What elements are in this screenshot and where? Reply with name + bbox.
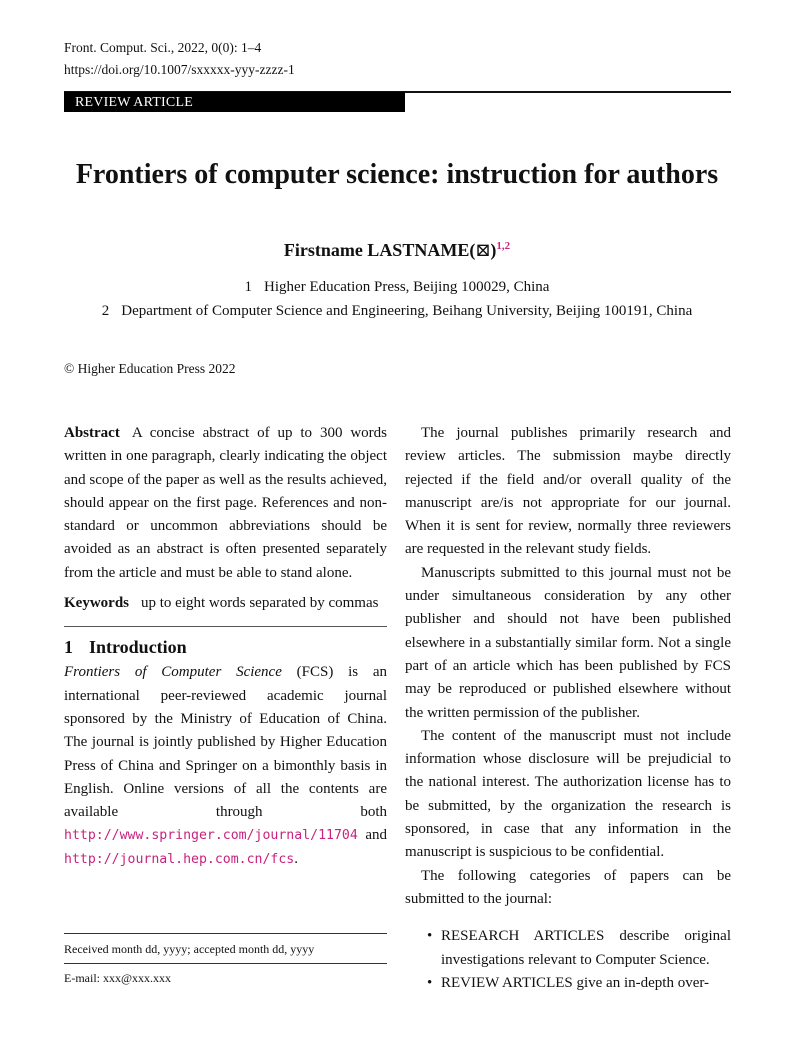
footnote-rule: [64, 933, 387, 934]
received-note: Received month dd, yyyy; accepted month dd, yyyy: [64, 942, 315, 956]
left-column: [64, 422, 387, 871]
list-item: • REVIEW ARTICLES give an in-depth over-: [427, 972, 731, 995]
section-divider: [64, 626, 387, 627]
affiliation-1: [0, 276, 794, 298]
journal-name: Frontiers of Computer Science: [64, 664, 282, 681]
section-number: 1: [64, 637, 73, 658]
envelope-icon[interactable]: ⊠: [475, 240, 491, 260]
body-paragraph: The following categories of papers can be submitted to the journal:: [405, 867, 731, 907]
list-item: • RESEARCH ARTICLES describe original investigations relevant to Computer Science.: [427, 925, 731, 972]
intro-text-and: and: [357, 827, 387, 844]
body-paragraph: The journal publishes primarily research and review articles. The submission maybe directly rejected if the field and/or overall quality of the manuscript are/is not appropriate for our journal. When it is sent for review, normally three reviewers are requested in the relevant study fields.: [405, 425, 731, 558]
author-paren: ): [490, 240, 497, 260]
body-paragraph: Manuscripts submitted to this journal must not be under simultaneous consideration by any other publisher and should not have been published elsewhere in a substantially similar form. Not a single part of an article which has been published by FCS may be reproduced or published elsewhere without the written permission of the publisher.: [405, 564, 731, 721]
affiliation-number: 1: [244, 279, 253, 295]
intro-paragraph: [64, 661, 387, 871]
article-type-label: REVIEW ARTICLE: [75, 95, 193, 110]
affiliation-marks[interactable]: 1,2: [496, 240, 511, 252]
section-title: Introduction: [89, 637, 187, 658]
section-heading: [64, 634, 387, 660]
abstract-text: A concise abstract of up to 300 words written in one paragraph, clearly indicating the object and scope of the paper as well as the results achieved, should appear on the first page. References and non-standard or uncommon abbreviations should be avoided as an abstract is often presented separately from the article and must be able to stand alone.: [64, 425, 387, 581]
affiliation-2: [0, 300, 794, 322]
paper-title: Frontiers of computer science: instruction for authors: [75, 159, 719, 190]
abstract-label: Abstract: [64, 425, 120, 441]
affiliation-number: 2: [101, 303, 110, 319]
hep-link[interactable]: http://journal.hep.com.cn/fcs: [64, 851, 295, 867]
abstract: [64, 422, 387, 585]
footnote-rule: [64, 963, 387, 964]
author-name: Firstname LASTNAME(: [283, 240, 476, 260]
affiliation-text: Department of Computer Science and Engineering, Beihang University, Beijing 100191, China: [121, 303, 693, 319]
keywords-text: up to eight words separated by commas: [141, 595, 379, 612]
intro-text-end: .: [294, 850, 298, 867]
copyright-notice: © Higher Education Press 2022: [64, 361, 236, 376]
journal-citation: Front. Comput. Sci., 2022, 0(0): 1–4: [64, 40, 262, 55]
doi-link[interactable]: https://doi.org/10.1007/sxxxxx-yyy-zzzz-1: [64, 62, 295, 77]
article-type-banner: [64, 92, 405, 112]
springer-link[interactable]: http://www.springer.com/journal/11704: [64, 828, 358, 844]
intro-text: (FCS) is an international peer-reviewed academic journal sponsored by the Ministry of Education of China. The journal is jointly published by Higher Education Press of China and Springer on a bimonthly basis in English. Online versions of all the contents are available through both: [64, 664, 388, 821]
author-line: [0, 233, 794, 263]
body-paragraph: The content of the manuscript must not include information whose disclosure will be prejudicial to the national interest. The authorization license has to be submitted, by the organization the research is sponsored, in case that any information in the manuscript is suspicious to be confidential.: [405, 727, 731, 861]
categories-list: [405, 925, 731, 995]
affiliation-text: Higher Education Press, Beijing 100029, China: [264, 279, 550, 295]
email-note: E-mail: xxx@xxx.xxx: [64, 971, 172, 985]
keywords-label: Keywords: [64, 595, 129, 612]
right-column: [405, 422, 731, 995]
keywords: [64, 592, 387, 615]
